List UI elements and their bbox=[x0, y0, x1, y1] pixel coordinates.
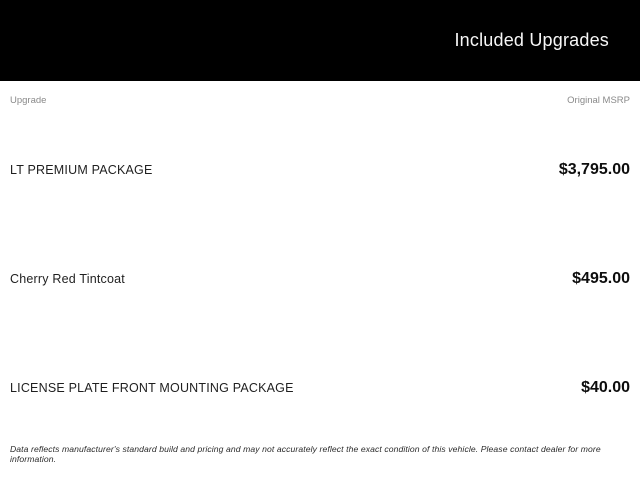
upgrade-name: LICENSE PLATE FRONT MOUNTING PACKAGE bbox=[10, 380, 294, 395]
panel-header bbox=[0, 0, 640, 81]
upgrade-price: $495.00 bbox=[572, 269, 630, 287]
table-row bbox=[10, 115, 630, 224]
upgrade-name: Cherry Red Tintcoat bbox=[10, 271, 125, 286]
table-row bbox=[10, 224, 630, 333]
upgrade-price: $3,795.00 bbox=[558, 160, 630, 178]
table-body bbox=[10, 115, 630, 442]
table-row bbox=[10, 333, 630, 442]
upgrades-table bbox=[0, 81, 640, 480]
panel-title: Included Upgrades bbox=[454, 30, 609, 50]
column-header-original-msrp: Original MSRP bbox=[567, 95, 630, 106]
table-header-row bbox=[10, 81, 630, 106]
upgrade-price: $40.00 bbox=[581, 378, 630, 396]
upgrade-name: LT PREMIUM PACKAGE bbox=[10, 162, 153, 177]
disclaimer-text: Data reflects manufacturer's standard build and pricing and may not accurately reflect the exact condition of this vehicle. Please contact dealer for more information. bbox=[10, 444, 601, 464]
column-header-upgrade: Upgrade bbox=[10, 95, 47, 106]
